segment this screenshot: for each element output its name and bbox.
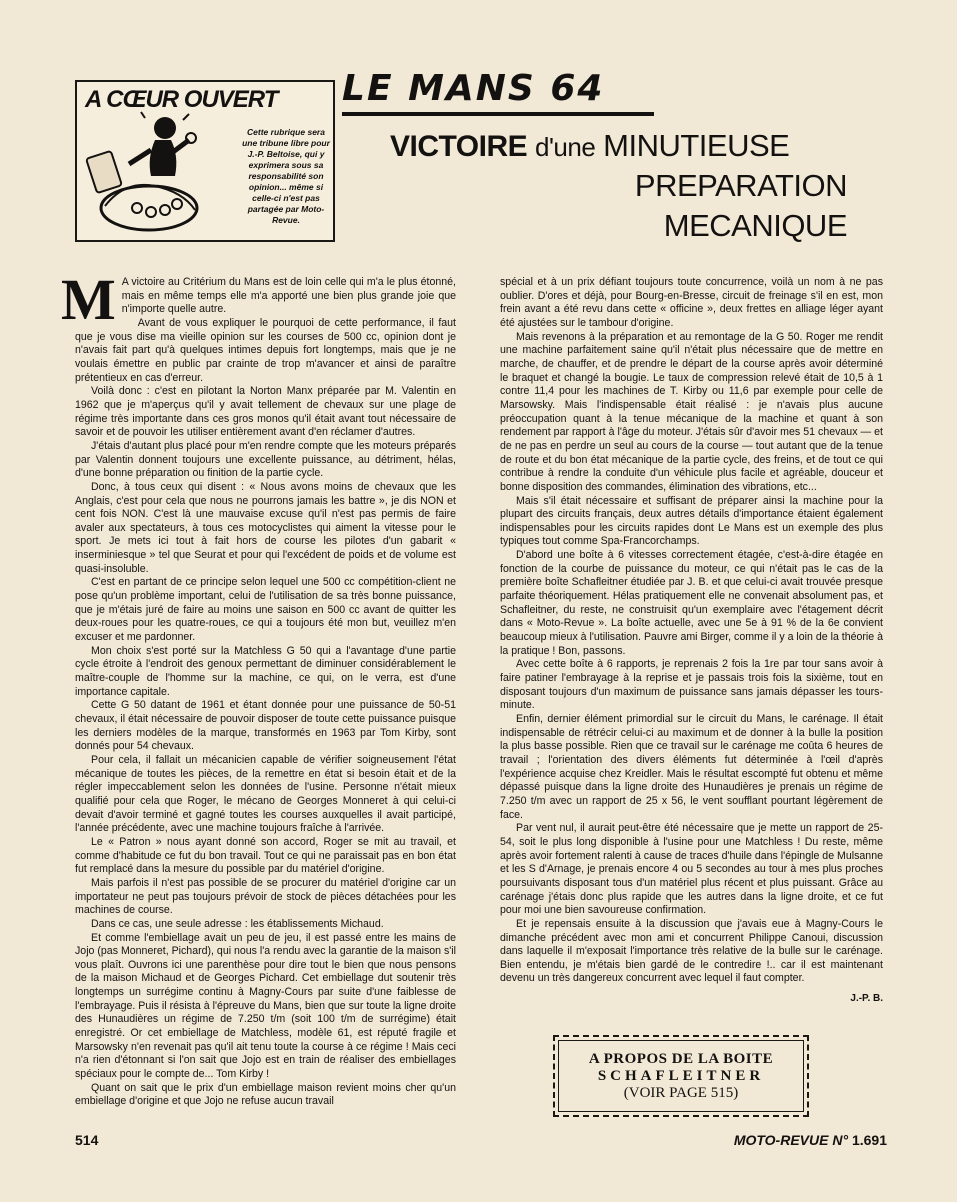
paragraph: Cette G 50 datant de 1961 et étant donnée pour une puissance de 50-51 chevaux, il était nécessaire de pouvoir disposer de toute cette puissance puisque les derniers modèles de la marque, transformés en 1963 par Tom Kirby, sont donnés pour 54 chevaux. bbox=[75, 699, 456, 753]
paragraph: Et je repensais ensuite à la discussion que j'avais eue à Magny-Cours le dimanche précédent avec mon ami et concurrent Philippe Canoui, discussion dans laquelle il m'exposait l'importance très relative de la bulle sur le carénage. Bien entendu, je m'étais bien gardé de le contredire !.. car il est maintenant devenu un très dangereux concurrent avec lequel il faut compter. bbox=[500, 917, 883, 985]
article-column-left bbox=[61, 267, 456, 1109]
apropos-inner bbox=[558, 1040, 804, 1112]
paragraph: Mon choix s'est porté sur la Matchless G 50 qui a l'avantage d'une partie cycle étroite à l'endroit des genoux permettant de diminuer considérablement le maître-couple de l'homme sur la machine, ce qui, on le verra, est d'une importance capitale. bbox=[75, 644, 456, 698]
paragraph: Enfin, dernier élément primordial sur le circuit du Mans, le carénage. Il était indispensable de rétrécir celui-ci au maximum et de donner à la bulle la position la plus basse possible. Rien que ce travail sur le carénage me coûta 6 heures de travail ; l'orientation des divers éléments fut déterminée à l'œil d'après l'expérience acquise chez Kreidler. Mais le résultat escompté fut obtenu et même dépassé puisque dans la ligne droite des Hunaudières je prenais un régime de 7.250 t/m avec un rapport de 25 x 56, le vent soufflant pourtant légèrement de face. bbox=[500, 713, 883, 821]
headline: LE MANS 64 bbox=[342, 68, 605, 109]
paragraph: Mais parfois il n'est pas possible de se procurer du matériel d'origine car un importateur ne peut pas toujours prévoir de stock de pièces détachées pour les machines de course. bbox=[75, 876, 456, 917]
apropos-line1: A PROPOS DE LA BOITE bbox=[588, 1050, 774, 1067]
apropos-line2: SCHAFLEITNER bbox=[597, 1067, 765, 1084]
paragraph: Voilà donc : c'est en pilotant la Norton Manx préparée par M. Valentin en 1962 que je m'aperçus qu'il y avait tellement de chevaux sur une plage de régime très importante dans ces gros monos qu'il était avant tout nécessaire de savoir et de pouvoir les utiliser entièrement avant d'en réclamer d'autres. bbox=[75, 385, 456, 439]
paragraph: A victoire au Critérium du Mans est de loin celle qui m'a le plus étonné, mais en même temps elle m'a apporté une bien plus grande joie que n'importe quelle autre. bbox=[121, 276, 456, 316]
subtitle-dune: d'une bbox=[534, 132, 596, 162]
subtitle-victoire: VICTOIRE bbox=[390, 130, 528, 163]
paragraph: C'est en partant de ce principe selon lequel une 500 cc compétition-client ne pose qu'un problème important, celui de l'utilisation de sa très bonne puissance, que je m'étais juré de faire au moins une saison en 500 cc avant de quitter les deux-roues pour les quatre-roues, ce qui a toujours été mon but, veuillez m'en excuser et me pardonner. bbox=[75, 576, 456, 644]
paragraph: J'étais d'autant plus placé pour m'en rendre compte que les moteurs préparés par Valentin donnent toujours une excellente puissance, au détriment, hélas, d'une bonne préparation ou finition de la partie cycle. bbox=[75, 439, 456, 480]
paragraph: D'abord une boîte à 6 vitesses correctement étagée, c'est-à-dire étagée en fonction de la courbe de puissance du moteur, ce qui n'était pas le cas de la première boîte Schafleitner étudiée par J. B. et que celui-ci avait trouvée presque parfaite théoriquement. Hélas pratiquement elle ne convenait absolument pas, et Schafleitner, du reste, ne construisit qu'un exemplaire avec l'étagement décrit dans « Moto-Revue ». La boîte actuelle, avec une 5e à 91 % de la 6e convient beaucoup mieux à l'utilisation. Pauvre ami Birger, comme il y a loin de la théorie à la pratique ! Bon, passons. bbox=[500, 549, 884, 657]
rubrique-note: Cette rubrique sera une tribune libre pour J.-P. Beltoise, qui y exprimera sous sa responsabilité son opinion... même si celle-ci n'est pas partagée par Moto-Revue. bbox=[242, 127, 330, 225]
paragraph: Le « Patron » nous ayant donné son accord, Roger se mit au travail, et comme d'habitude ce fut du bon travail. Tout ce qui ne paraissait pas en bon état fut remplacé dans la mesure du possible par du matériel d'origine. bbox=[75, 835, 456, 876]
issue-number: 1.691 bbox=[851, 1132, 887, 1148]
paragraph: Par vent nul, il aurait peut-être été nécessaire que je mette un rapport de 25-54, soit le plus long disponible à l'usine pour une Matchless ! Du reste, même après avoir fortement ralenti à cause de traces d'huile dans l'épingle de Mulsanne et les S d'Arnage, je prenais encore 4 ou 5 secondes au tour à mes plus proches poursuivants disposant tous d'un matériel plus récent et plus puissant. Grâce au carénage j'étais donc plus rapide que les autres dans la ligne droite, et ce fut pour moi une bien savoureuse confirmation. bbox=[500, 822, 883, 917]
magazine-issue bbox=[734, 1132, 887, 1148]
a-coeur-ouvert-title: A CŒUR OUVERT bbox=[85, 86, 278, 113]
paragraph: spécial et à un prix défiant toujours toute concurrence, voilà un nom à ne pas oublier. D'ores et déjà, pour Bourg-en-Bresse, circuit de freinage s'il en est, mon frein avant a été revu dans cette « officine », deux frettes en alliage léger ayant été ajustées sur le tambour d'origine. bbox=[500, 276, 883, 329]
subtitle-preparation: PREPARATION bbox=[634, 168, 847, 203]
apropos-line3: (VOIR PAGE 515) bbox=[623, 1084, 739, 1101]
page-number: 514 bbox=[75, 1132, 99, 1148]
a-coeur-ouvert-box bbox=[75, 80, 335, 242]
magazine-name: MOTO-REVUE bbox=[733, 1132, 829, 1148]
apropos-box bbox=[553, 1035, 809, 1117]
paragraph: Pour cela, il fallait un mécanicien capable de vérifier soigneusement l'état mécanique de toutes les pièces, de la remettre en état si besoin était et de la régler impeccablement selon les données de l'usine. Personne n'était mieux qualifié pour cela que Roger, le mécano de Georges Monneret à qui celui-ci devait d'avoir terminé et gagné toutes les courses auxquelles il avait participé, l'année précédente, avec une machine toujours fraîche à l'arrivée. bbox=[75, 753, 456, 835]
issue-label: N° bbox=[832, 1132, 849, 1148]
author-signature: J.-P. B. bbox=[850, 993, 883, 1005]
drop-cap: M bbox=[61, 267, 116, 332]
cartoon-illustration bbox=[85, 110, 203, 238]
subtitle-first-line bbox=[390, 128, 789, 164]
subtitle-mecanique: MECANIQUE bbox=[663, 208, 847, 243]
paragraph: Et comme l'embiellage avait un peu de jeu, il est passé entre les mains de Jojo (pas Monneret, Pichard), qui nous l'a rendu avec la garantie de la maison s'il vous plaît. Ouvrons ici une parenthèse pour dire tout le bien que nous pensons de la maison Michaud et de Georges Pichard. Cet embiellage dut soutenir très longtemps un surrégime continu à Magny-Cours par suite d'une faiblesse de l'embrayage. Puis il résista à l'épreuve du Mans, bien que sur toute la ligne droite des Hunaudières un régime de 7.250 t/m (soit 100 t/m de surrégime) était enregistré. Or cet embiellage de Matchless, modèle 61, est réputé fragile et Marsowsky n'en revenait pas qu'il ait tenu toute la course à ce régime ! Mais ceci n'a rien d'étonnant si l'on sait que Jojo est en train de réaliser des embiellages spéciaux pour le compte de... Tom Kirby ! bbox=[75, 931, 456, 1081]
subtitle-minutieuse: MINUTIEUSE bbox=[603, 128, 790, 163]
paragraph: Mais s'il était nécessaire et suffisant de préparer ainsi la machine pour la plupart des circuits français, deux autres détails d'importance étaient également indispensables pour les circuits rapides dont Le Mans est un exemple des plus typiques tout comme Spa-Francorchamps. bbox=[500, 494, 883, 548]
paragraph: Dans ce cas, une seule adresse : les établissements Michaud. bbox=[91, 917, 384, 930]
paragraph: Avec cette boîte à 6 rapports, je reprenais 2 fois la 1re par tour sans avoir à faire patiner l'embrayage à la reprise et je passais trois fois la sixième, tout en disposant toujours d'un maximum de puissance sans jamais dépasser les tours-minute. bbox=[500, 658, 883, 712]
paragraph: Avant de vous expliquer le pourquoi de cette performance, il faut que je vous dise ma vieille opinion sur les courses de 500 cc, opinion dont je n'avais fait part qu'à quelques intimes depuis fort longtemps, mais que je ne voulais émettre en public par crainte de trop m'avancer et ainsi de paraître prétentieux en cas d'erreur. bbox=[75, 316, 456, 384]
paragraph: Donc, à tous ceux qui disent : « Nous avons moins de chevaux que les Anglais, c'est pour cela que nous ne pourrons jamais les battre », je dis NON et cent fois NON. C'est là une mauvaise excuse qu'il n'est pas permis de faire avaler aux spectateurs, à tous ces motocyclistes qui aiment la vitesse pour le sport. Je mets ici tout à fait hors de course les pilotes d'un gabarit « inserminiesque » tel que Seurat et pour qui l'excédent de poids et de volume est quasi-insoluble. bbox=[75, 480, 456, 575]
paragraph: Mais revenons à la préparation et au remontage de la G 50. Roger me rendit une machine parfaitement saine qu'il n'était plus nécessaire que de mettre en marche, de chauffer, et de prendre le départ de la course après avoir déterminé le braquet et changé la bougie. Le taux de compression relevé était de 10,5 à 1 contre 11,4 pour les machines de T. Kirby ou 11,6 par exemple pour celle de Marsowsky. Mais l'indispensable était réalisé : je n'avais plus aucune préoccupation quant à la tenue mécanique de la machine et quant à son rendement par rapport à l'âge du moteur. J'étais sûr d'avoir mes 51 chevaux — et de ne pas en perdre un seul au cours de la course — tout autant que de la tenue de route et du bon état mécanique de la partie cycle, des freins, et de tout ce qui contribue à rendre la conduite d'un véhicule plus facile et agréable, douceur et bonne disposition des commandes, élimination des vibrations, etc... bbox=[500, 330, 883, 493]
paragraph: Quant on sait que le prix d'un embiellage maison revient moins cher qu'un embiellage d'origine et que Jojo ne refuse aucun travail bbox=[75, 1081, 456, 1108]
article-column-right bbox=[500, 276, 883, 1006]
headline-rule bbox=[342, 112, 654, 116]
